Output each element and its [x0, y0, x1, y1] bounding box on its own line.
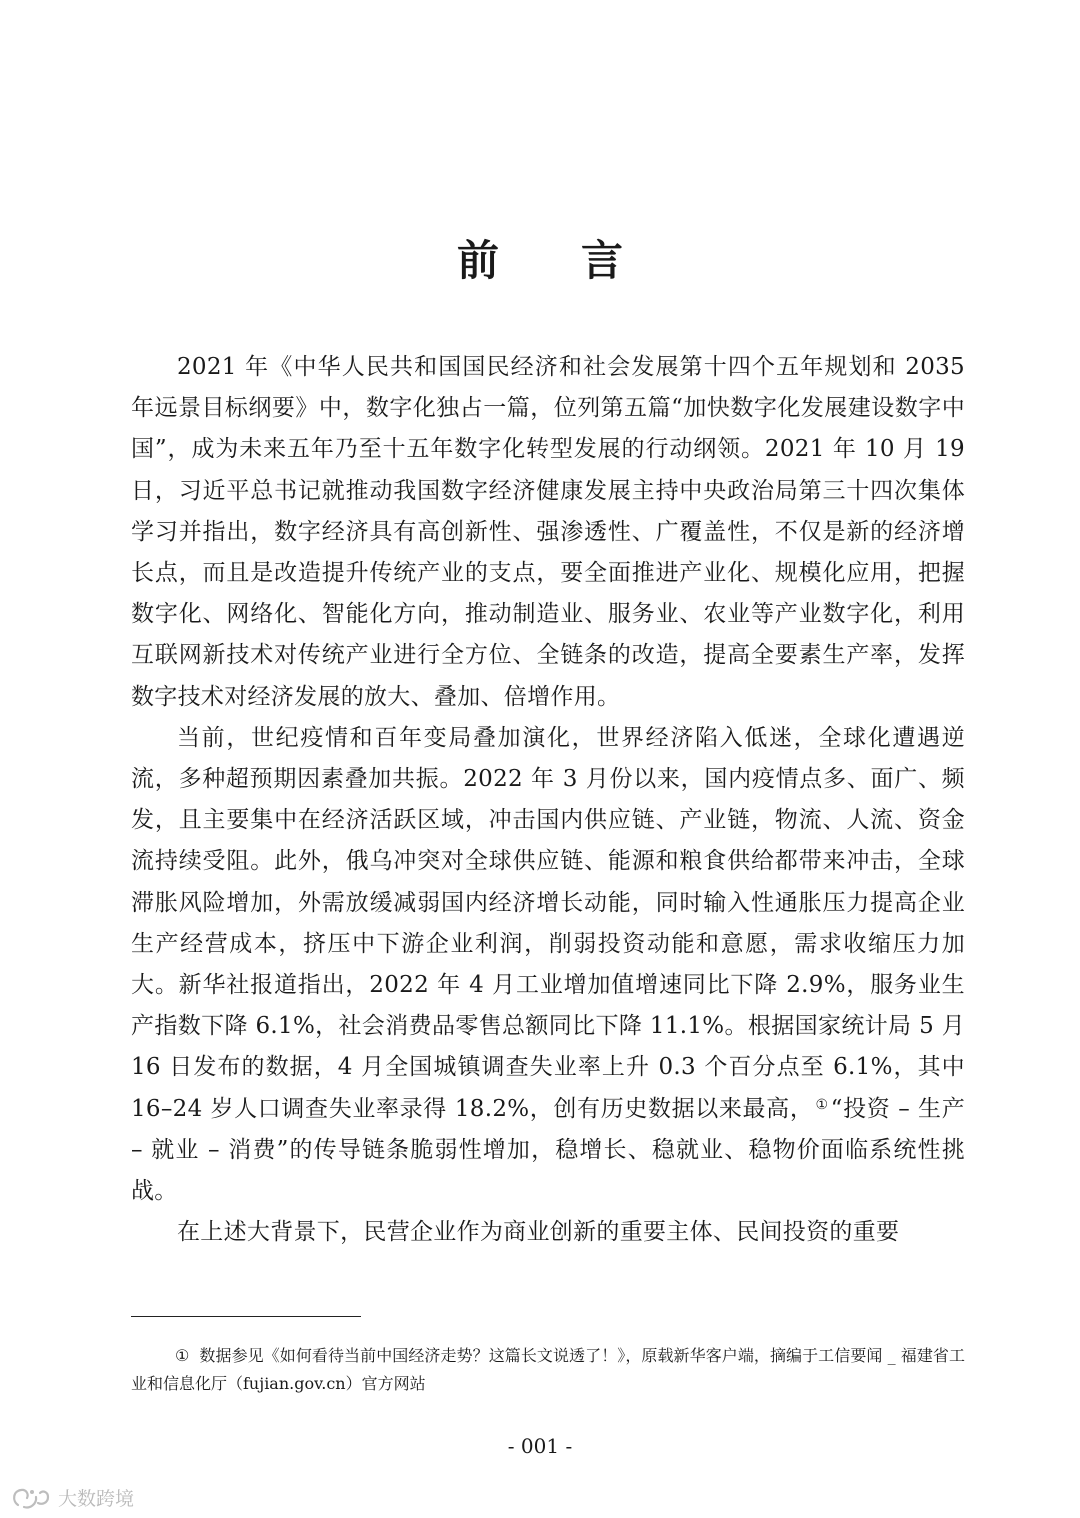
footnote-divider: [131, 1316, 361, 1317]
page-number: - 001 -: [507, 1434, 573, 1458]
watermark: [10, 1484, 134, 1511]
paragraph-1: 2021 年《中华人民共和国国民经济和社会发展第十四个五年规划和 2035 年远景目标纲要》中，数字化独占一篇，位列第五篇“加快数字化发展建设数字中国”，成为未来五年乃至十五年数字化转型发展的行动纲领。2021 年 10 月 19 日，习近平总书记就推动我国数字经济健康发展主持中央政治局第三十四次集体学习并指出，数字经济具有高创新性、强渗透性、广覆盖性，不仅是新的经济增长点，而且是改造提升传统产业的支点，要全面推进产业化、规模化应用，把握数字化、网络化、智能化方向，推动制造业、服务业、农业等产业数字化，利用互联网新技术对传统产业进行全方位、全链条的改造，提高全要素生产率，发挥数字技术对经济发展的放大、叠加、倍增作用。: [131, 354, 965, 710]
paragraph-2-part-1: 当前，世纪疫情和百年变局叠加演化，世界经济陷入低迷，全球化遭遇逆流，多种超预期因素叠加共振。2022 年 3 月份以来，国内疫情点多、面广、频发，且主要集中在经济活跃区域，冲击国内供应链、产业链，物流、人流、资金流持续受阻。此外，俄乌冲突对全球供应链、能源和粮食供给都带来冲击，全球滞胀风险增加，外需放缓减弱国内经济增长动能，同时输入性通胀压力提高企业生产经营成本，挤压中下游企业利润，削弱投资动能和意愿，需求收缩压力加大。新华社报道指出，2022 年 4 月工业增加值增速同比下降 2.9%，服务业生产指数下降 6.1%，社会消费品零售总额同比下降 11.1%。根据国家统计局 5 月 16 日发布的数据，4 月全国城镇调查失业率上升 0.3 个百分点至 6.1%，其中 16–24 岁人口调查失业率录得 18.2%，创有历史数据以来最高，: [131, 724, 965, 1122]
footnote-text: 数据参见《如何看待当前中国经济走势？这篇长文说透了！》，原载新华客户端，摘编于工信要闻 _ 福建省工业和信息化厅（fujian.gov.cn）官方网站: [131, 1346, 965, 1393]
page-title: [0, 228, 1080, 288]
paragraph-2-part-2: “投资 – 生产 – 就业 – 消费”的传导链条脆弱性增加，稳增长、稳就业、稳物价面临系统性挑战。: [131, 1095, 966, 1205]
footnote-reference[interactable]: ①: [815, 1096, 829, 1113]
footnote: [131, 1342, 965, 1398]
brand-logo-icon: [10, 1485, 54, 1511]
paragraph-3: 在上述大背景下，民营企业作为商业创新的重要主体、民间投资的重要: [177, 1219, 900, 1246]
watermark-text: 大数跨境: [58, 1488, 135, 1510]
title-char-2: 言: [581, 236, 624, 285]
paragraph-2: [131, 718, 965, 1212]
body-text: [131, 347, 965, 1253]
title-char-1: 前: [456, 236, 499, 285]
footnote-mark: ①: [175, 1346, 190, 1365]
